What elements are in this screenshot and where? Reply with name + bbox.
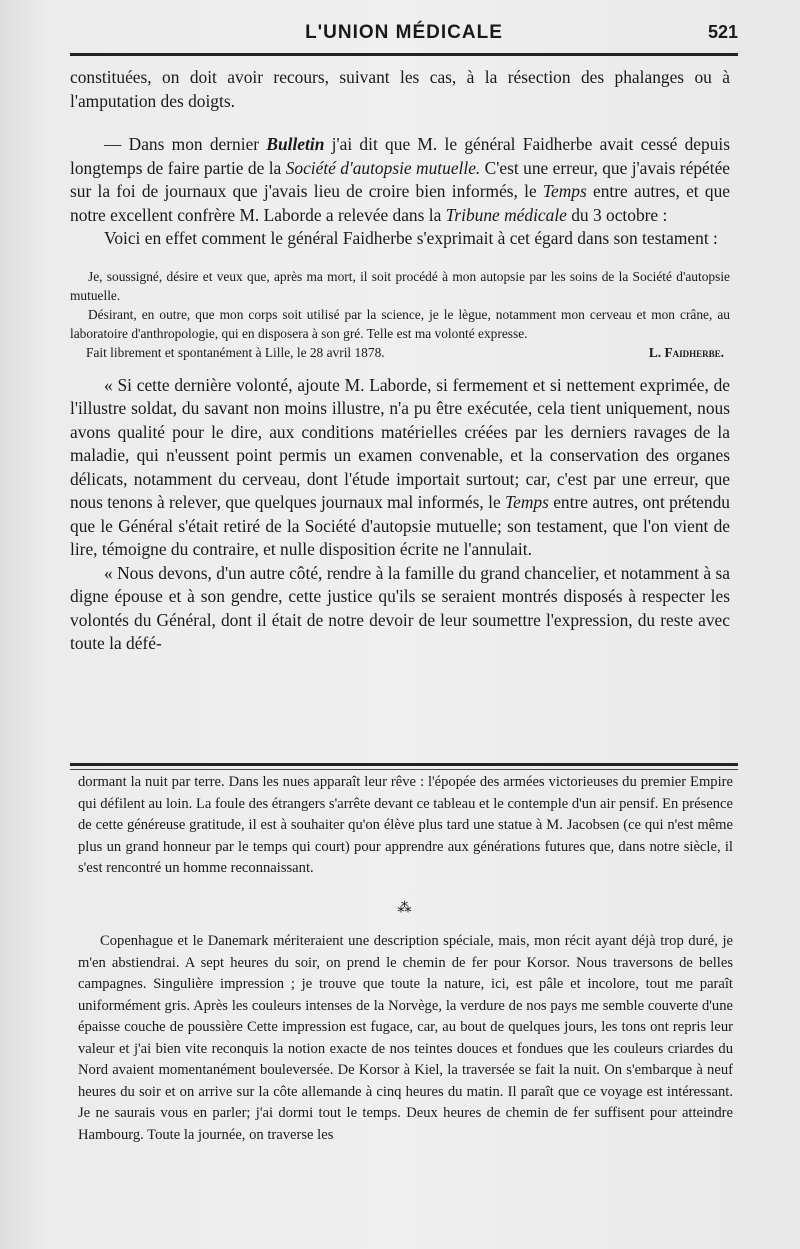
quote-signature [70,343,730,362]
feuilleton-paragraph-1: dormant la nuit par terre. Dans les nues apparaît leur rêve : l'épopée des armées victorieuses du premier Empire qui défilent au loin. La foule des étrangers s'arrête devant ce tableau et le contemple d'un air pensif. En présence de cette généreuse gratitude, il est à souhaiter qu'on élève plus tard une statue à M. Jacobsen (ce qui n'est même plus un grand honneur par le temps qui court) pour apprendre aux générations futures que, dans notre siècle, il s'est rencontré un homme reconnaissant. [78,774,733,876]
italic-bulletin: Bulletin [266,134,325,154]
header-rule [70,53,738,56]
italic-temps: Temps [542,181,587,201]
signature-name: L. Faidherbe. [648,344,724,360]
paragraph-laborde: « Si cette dernière volonté, ajoute M. Laborde, si fermement et si nettement exprimée, de l'illustre soldat, du savant non moins illustre, n'a pu être exécutée, cela tient uniquement, nous avons qualité pour le dire, aux conditions matérielles créées par les derniers ravages de la maladie, qui n'eussent point permis un examen convenable, et la conservation des organes délicats, notamment du cerveau, dont l'étude importait surtout; car, c'est par une erreur, que nous tenons à relever, que quelques journaux mal informés, le Temps entre autres, ont prétendu que le Général s'était retiré de la Société d'autopsie mutuelle; son testament, que l'on vient de lire, témoigne du contraire, et nulle disposition écrite ne l'annulait. [70,374,730,559]
feuilleton-rule-thin [70,769,738,770]
paragraph-testament-intro: Voici en effet comment le général Faidherbe s'exprimait à cet égard dans son testament : [104,228,718,248]
italic-tribune: Tribune médicale [445,204,567,225]
journal-title: L'UNION MÉDICALE [305,22,503,43]
paragraph-family: « Nous devons, d'un autre côté, rendre à la famille du grand chancelier, et notamment à sa digne épouse et à son gendre, cette justice qu'ils se seraient montrés disposés à respecter les volontés du Général, dont il était de notre devoir de leur soumettre l'expression, du reste avec toute la défé- [70,562,730,653]
italic-temps-2: Temps [505,492,549,512]
feuilleton-paragraph-2: Copenhague et le Danemark mériteraient une description spéciale, mais, mon récit ayant déjà trop duré, je m'en abstiendrai. A sept heures du soir, on prend le chemin de fer pour Korsor. Nous traversons de belles campagnes. Singulière impression ; je trouve que toute la nature, ici, est pâle et incolore, tout me paraît uniformément gris. Après les couleurs intenses de la Norvège, la verdure de nos pays me semble couverte d'une épaisse couche de poussière Cette impression est fugace, car, au bout de quelques jours, les tons ont repris leur valeur et j'ai bien vite reconquis la notion exacte de nos teintes douces et fondues que les couleurs criardes du Nord avaient momentanément bouleversée. De Korsor à Kiel, la traversée se fait la nuit. On s'embarque à neuf heures du soir et on arrive sur la côte allemande à cinq heures du matin. Il paraît que ce voyage est intéressant. Je ne saurais vous en parler; j'ai dormi tout le temps. Deux heures de chemin de fer suffisent pour atteindre Hambourg. Toute la journée, on traverse les [78,933,733,1143]
quote-line-2: Désirant, en outre, que mon corps soit utilisé par la science, je le lègue, notamment mon cerveau et mon crâne, au laboratoire d'anthropologie, qui en disposera à son gré. Telle est ma volonté expresse. [70,306,730,341]
running-header [70,18,738,52]
page-number: 521 [707,22,738,42]
feuilleton-column [78,772,733,1146]
asterism-separator: ⁂ [397,900,414,916]
paragraph-bulletin-correction: — Dans mon dernier Bulletin j'ai dit que M. le général Faidherbe avait cessé depuis longtemps de faire partie de la Société d'autopsie mutuelle. C'est une erreur, que j'avais répétée sur la foi de journaux que j'avais lieu de croire bien informés, le Temps entre autres, et que notre excellent confrère M. Laborde a relevée dans la Tribune médicale du 3 octobre : [70,134,731,225]
feuilleton-rule [70,763,738,766]
main-column [70,66,730,656]
signature-place-date: Fait librement et spontanément à Lille, le 28 avril 1878. [86,344,385,360]
italic-societe: Société d'autopsie mutuelle. [285,157,481,178]
quote-line-1: Je, soussigné, désire et veux que, après ma mort, il soit procédé à mon autopsie par les soins de la Société d'autopsie mutuelle. [70,268,730,303]
testament-quote [70,267,730,362]
paragraph-continued: constituées, on doit avoir recours, suivant les cas, à la résection des phalanges ou à l'amputation des doigts. [70,67,730,111]
